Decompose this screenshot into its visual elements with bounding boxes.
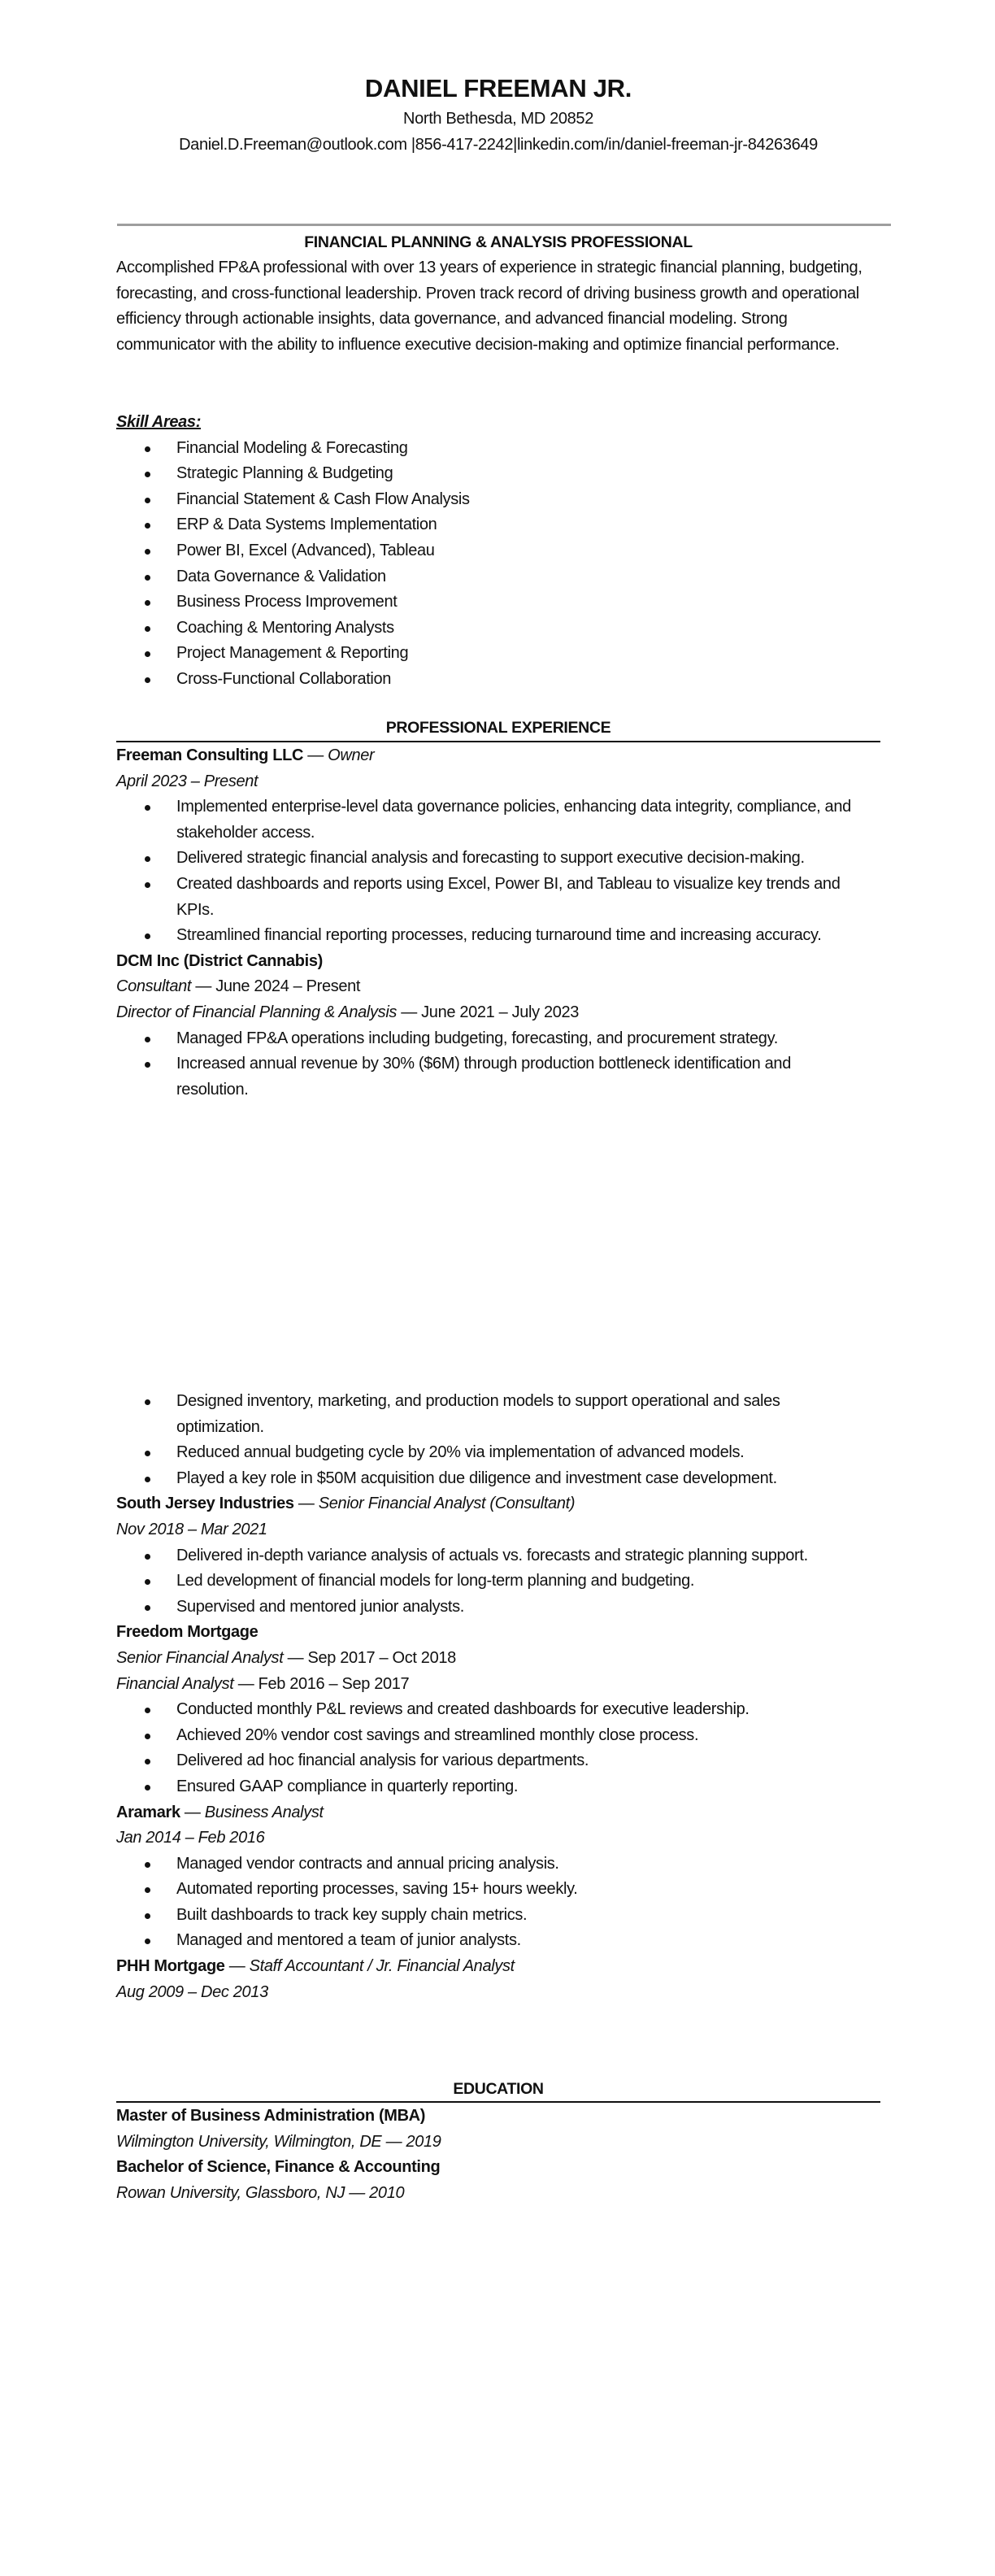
bullet-icon: [145, 1708, 150, 1713]
job-company: South Jersey Industries: [116, 1495, 294, 1513]
candidate-name: DANIEL FREEMAN JR.: [364, 74, 632, 102]
education-divider: [116, 2101, 880, 2103]
skills-list: [116, 436, 880, 693]
experience-page1: [116, 743, 880, 1103]
job-bullet: Implemented enterprise-level data governance policies, enhancing data integrity, compliance, and stakeholder access.: [116, 794, 880, 846]
job-dates: Nov 2018 – Mar 2021: [116, 1520, 267, 1538]
job-dates: Aug 2009 – Dec 2013: [116, 1982, 268, 2001]
job-bullet: Supervised and mentored junior analysts.: [116, 1595, 880, 1621]
job-company: Freeman Consulting LLC: [116, 746, 304, 764]
bullet-icon: [145, 498, 150, 503]
job-company: Aramark: [116, 1803, 180, 1821]
bullet-icon: [145, 549, 150, 555]
header-divider: [117, 224, 891, 226]
bullet-icon: [145, 651, 150, 657]
job-dcm-inc: DCM Inc (District Cannabis) Consultant — June 2024 – Present Director of Financial Planning & Analysis — June 2021 – July 2023 Managed FP&A operations including budgeting, forecasting, and procurement strategy. Increased annual revenue by 30% ($6M) through production bottleneck identification and resolution.: [116, 949, 880, 1103]
bullet-icon: [145, 523, 150, 529]
job-bullets: [116, 1543, 880, 1621]
candidate-address: North Bethesda, MD 20852: [403, 110, 593, 128]
job-bullet: Automated reporting processes, saving 15+ hours weekly.: [116, 1877, 880, 1903]
profile-summary-block: [116, 255, 880, 358]
bullet-icon: [145, 882, 150, 888]
job-dates: June 2021 – July 2023: [421, 1003, 580, 1021]
experience-title: PROFESSIONAL EXPERIENCE: [385, 719, 611, 737]
profile-summary: Accomplished FP&A professional with over 13 years of experience in strategic financial planning, budgeting, forecasting, and cross-functional leadership. Proven track record of driving business growth and operational efficiency through actionable insights, data governance, and advanced financial modeling. Strong communicator with the ability to influence executive decision-making and optimize financial performance.: [116, 259, 862, 354]
job-bullet: Conducted monthly P&L reviews and created dashboards for executive leadership.: [116, 1697, 880, 1723]
job-aramark: Aramark — Business Analyst Jan 2014 – Feb 2016 Managed vendor contracts and annual pricing analysis. Automated reporting processes, saving 15+ hours weekly. Built dashboards to track key supply chain metrics. Managed and mentored a team of junior analysts.: [116, 1800, 880, 1955]
skill-item: Business Process Improvement: [116, 590, 880, 616]
bullet-icon: [145, 1477, 150, 1482]
job-bullet: Designed inventory, marketing, and production models to support operational and sales optimization.: [116, 1389, 880, 1440]
job-company: PHH Mortgage: [116, 1957, 225, 1976]
job-dates: Sep 2017 – Oct 2018: [307, 1648, 456, 1667]
job-bullet: Increased annual revenue by 30% ($6M) through production bottleneck identification and resolution.: [116, 1051, 880, 1103]
bullet-icon: [145, 1451, 150, 1456]
bullet-icon: [145, 1734, 150, 1739]
job-bullet: Led development of financial models for long-term planning and budgeting.: [116, 1569, 880, 1595]
degree-mba: [116, 2104, 880, 2155]
bullet-icon: [145, 1785, 150, 1791]
bullet-icon: [145, 1554, 150, 1560]
degree-name: Master of Business Administration (MBA): [116, 2107, 426, 2125]
job-role: Senior Financial Analyst: [116, 1648, 284, 1667]
experience-page2: [116, 1389, 880, 2005]
bullet-icon: [145, 600, 150, 606]
job-bullets: [116, 1026, 880, 1103]
experience-divider: [116, 741, 880, 742]
job-bullets: [116, 1697, 880, 1799]
job-bullet: Managed FP&A operations including budgeting, forecasting, and procurement strategy.: [116, 1026, 880, 1052]
job-bullet: Reduced annual budgeting cycle by 20% via implementation of advanced models.: [116, 1440, 880, 1466]
job-bullet: Built dashboards to track key supply chain metrics.: [116, 1903, 880, 1929]
job-freedom-mortgage: Freedom Mortgage Senior Financial Analyst — Sep 2017 – Oct 2018 Financial Analyst — Feb 2016 – Sep 2017 Conducted monthly P&L reviews and created dashboards for executive leadership. Achieved 20% vendor cost savings and streamlined monthly close process. Delivered ad hoc financial analysis for various departments. Ensured GAAP compliance in quarterly reporting.: [116, 1620, 880, 1799]
job-role: Staff Accountant / Jr. Financial Analyst: [249, 1957, 515, 1976]
bullet-icon: [145, 1887, 150, 1893]
skill-item: Project Management & Reporting: [116, 641, 880, 667]
skill-item: Financial Modeling & Forecasting: [116, 436, 880, 462]
job-bullet: Achieved 20% vendor cost savings and streamlined monthly close process.: [116, 1723, 880, 1749]
degree-school: Wilmington University, Wilmington, DE — 2019: [116, 2132, 441, 2151]
bullet-icon: [145, 1913, 150, 1919]
job-dates: Feb 2016 – Sep 2017: [258, 1674, 410, 1693]
bullet-icon: [145, 626, 150, 632]
job-bullet: Delivered ad hoc financial analysis for various departments.: [116, 1748, 880, 1774]
bullet-icon: [145, 856, 150, 862]
job-dates: Jan 2014 – Feb 2016: [116, 1829, 265, 1847]
bullet-icon: [145, 1759, 150, 1764]
job-role: Director of Financial Planning & Analysis: [116, 1003, 398, 1021]
job-bullet: Managed vendor contracts and annual pricing analysis.: [116, 1852, 880, 1878]
skill-item: Coaching & Mentoring Analysts: [116, 616, 880, 642]
bullet-icon: [145, 933, 150, 939]
job-bullet: Managed and mentored a team of junior analysts.: [116, 1928, 880, 1954]
bullet-icon: [145, 805, 150, 811]
bullet-icon: [145, 1399, 150, 1405]
degree-school: Rowan University, Glassboro, NJ — 2010: [116, 2183, 405, 2202]
job-role: Financial Analyst: [116, 1674, 234, 1693]
skills-section: [116, 410, 880, 693]
candidate-contact: Daniel.D.Freeman@outlook.com |856-417-2242|linkedin.com/in/daniel-freeman-jr-84263649: [179, 136, 818, 154]
job-south-jersey-industries: South Jersey Industries — Senior Financial Analyst (Consultant) Nov 2018 – Mar 2021 Delivered in-depth variance analysis of actuals vs. forecasts and strategic planning support. Led development of financial models for long-term planning and budgeting. Supervised and mentored junior analysts.: [116, 1491, 880, 1620]
bullet-icon: [145, 446, 150, 452]
job-company: Freedom Mortgage: [116, 1623, 259, 1642]
job-bullets: [116, 1852, 880, 1954]
job-bullet: Created dashboards and reports using Excel, Power BI, and Tableau to visualize key trends and KPIs.: [116, 872, 880, 923]
bullet-icon: [145, 1939, 150, 1944]
job-freeman-consulting: Freeman Consulting LLC — Owner April 2023 – Present Implemented enterprise-level data governance policies, enhancing data integrity, compliance, and stakeholder access. Delivered strategic financial analysis and forecasting to support executive decision-making. Created dashboards and reports using Excel, Power BI, and Tableau to visualize key trends and KPIs. Streamlined financial reporting processes, reducing turnaround time and increasing accuracy.: [116, 743, 880, 949]
skills-heading: Skill Areas:: [116, 413, 202, 431]
bullet-icon: [145, 1037, 150, 1042]
job-bullet: Played a key role in $50M acquisition due diligence and investment case development.: [116, 1466, 880, 1492]
job-bullet: Ensured GAAP compliance in quarterly reporting.: [116, 1774, 880, 1800]
job-company: DCM Inc (District Cannabis): [116, 951, 323, 970]
job-bullet: Delivered in-depth variance analysis of actuals vs. forecasts and strategic planning support.: [116, 1543, 880, 1569]
job-dates: June 2024 – Present: [215, 977, 361, 996]
job-bullets-continued: [116, 1389, 880, 1491]
job-role: Owner: [328, 746, 375, 764]
job-role: Business Analyst: [204, 1803, 324, 1821]
degree-name: Bachelor of Science, Finance & Accounting: [116, 2158, 441, 2177]
job-dates: April 2023 – Present: [116, 772, 259, 790]
skill-item: Strategic Planning & Budgeting: [116, 461, 880, 487]
bullet-icon: [145, 1605, 150, 1611]
job-bullet: Streamlined financial reporting processes, reducing turnaround time and increasing accuracy.: [116, 923, 880, 949]
job-role: Consultant: [116, 977, 192, 996]
job-role: Senior Financial Analyst (Consultant): [318, 1495, 576, 1513]
bullet-icon: [145, 1862, 150, 1868]
skill-item: Cross-Functional Collaboration: [116, 667, 880, 693]
bullet-icon: [145, 1062, 150, 1068]
bullet-icon: [145, 472, 150, 477]
degree-bs: [116, 2155, 880, 2206]
bullet-icon: [145, 677, 150, 683]
job-phh-mortgage: PHH Mortgage — Staff Accountant / Jr. Financial Analyst Aug 2009 – Dec 2013: [116, 1954, 880, 2005]
bullet-icon: [145, 1579, 150, 1585]
education-section: [116, 2104, 880, 2206]
profile-title: FINANCIAL PLANNING & ANALYSIS PROFESSIONAL: [304, 233, 693, 251]
bullet-icon: [145, 575, 150, 581]
skill-item: Data Governance & Validation: [116, 564, 880, 590]
skill-item: ERP & Data Systems Implementation: [116, 512, 880, 538]
education-title: EDUCATION: [453, 2080, 544, 2098]
skill-item: Financial Statement & Cash Flow Analysis: [116, 487, 880, 513]
job-bullet: Delivered strategic financial analysis and forecasting to support executive decision-making.: [116, 846, 880, 872]
job-bullets: [116, 794, 880, 949]
skill-item: Power BI, Excel (Advanced), Tableau: [116, 538, 880, 564]
